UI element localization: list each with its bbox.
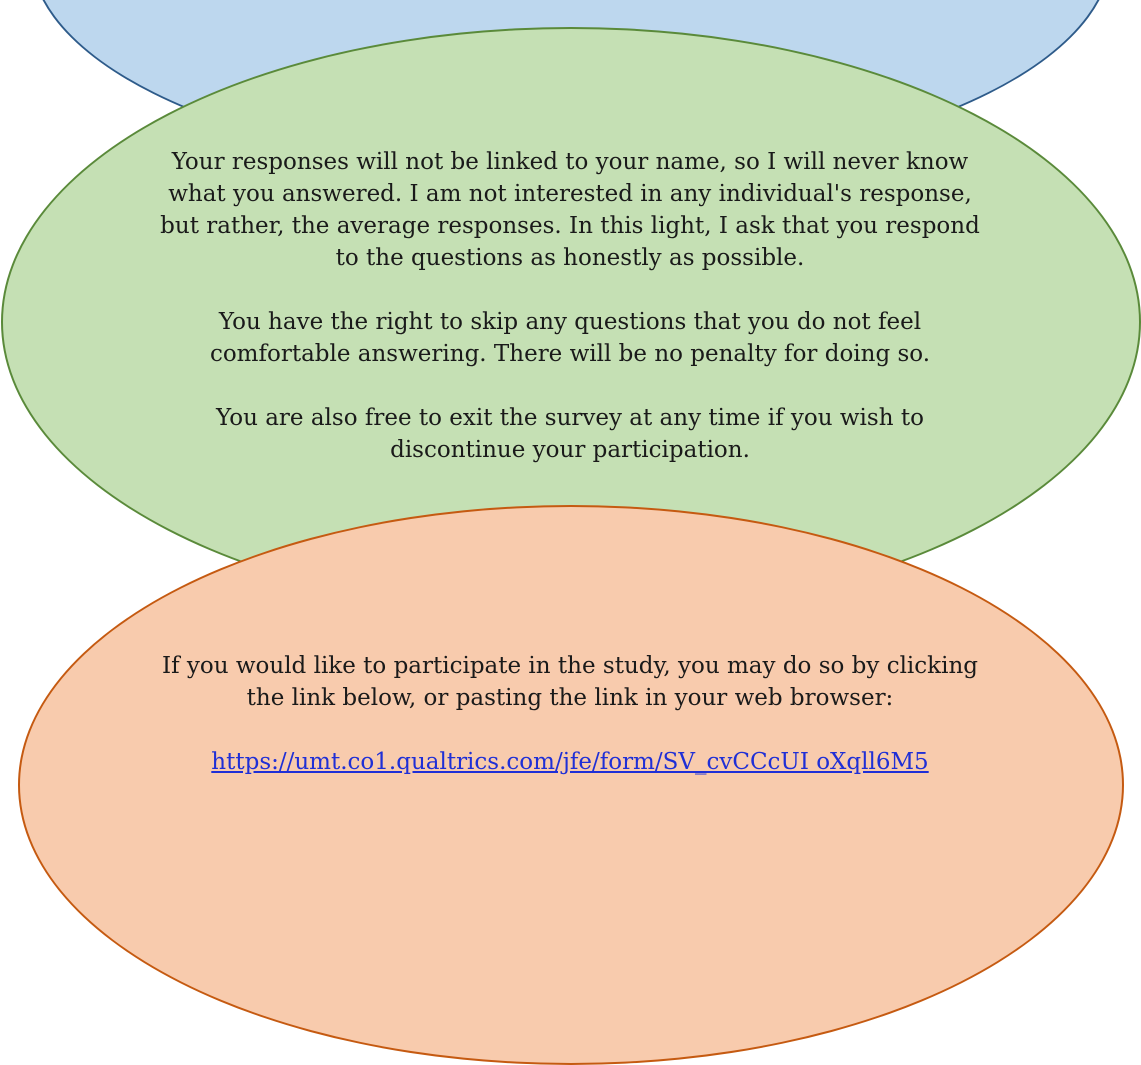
participation-intro: If you would like to participate in the study, you may do so by clicking the link below, or pasting the link in your web browser:: [161, 653, 979, 711]
survey-link-line: [150, 746, 990, 778]
orange-ellipse-shape: [18, 505, 1124, 1065]
exit-survey-paragraph: You are also free to exit the survey at any time if you wish to discontinue your participation.: [216, 405, 924, 463]
survey-link[interactable]: https://umt.co1.qualtrics.com/jfe/form/SV_cvCCcUI oXqll6M5: [211, 749, 929, 775]
anonymity-paragraph: Your responses will not be linked to your name, so I will never know what you answered. I am not interested in any individual's response, but rather, the average responses. In this light, I ask that you respond to the questions as honestly as possible.: [160, 149, 980, 271]
skip-questions-paragraph: You have the right to skip any questions that you do not feel comfortable answering. There will be no penalty for doing so.: [209, 309, 931, 367]
participation-text-block: [150, 650, 990, 778]
privacy-text-block: [150, 146, 990, 466]
